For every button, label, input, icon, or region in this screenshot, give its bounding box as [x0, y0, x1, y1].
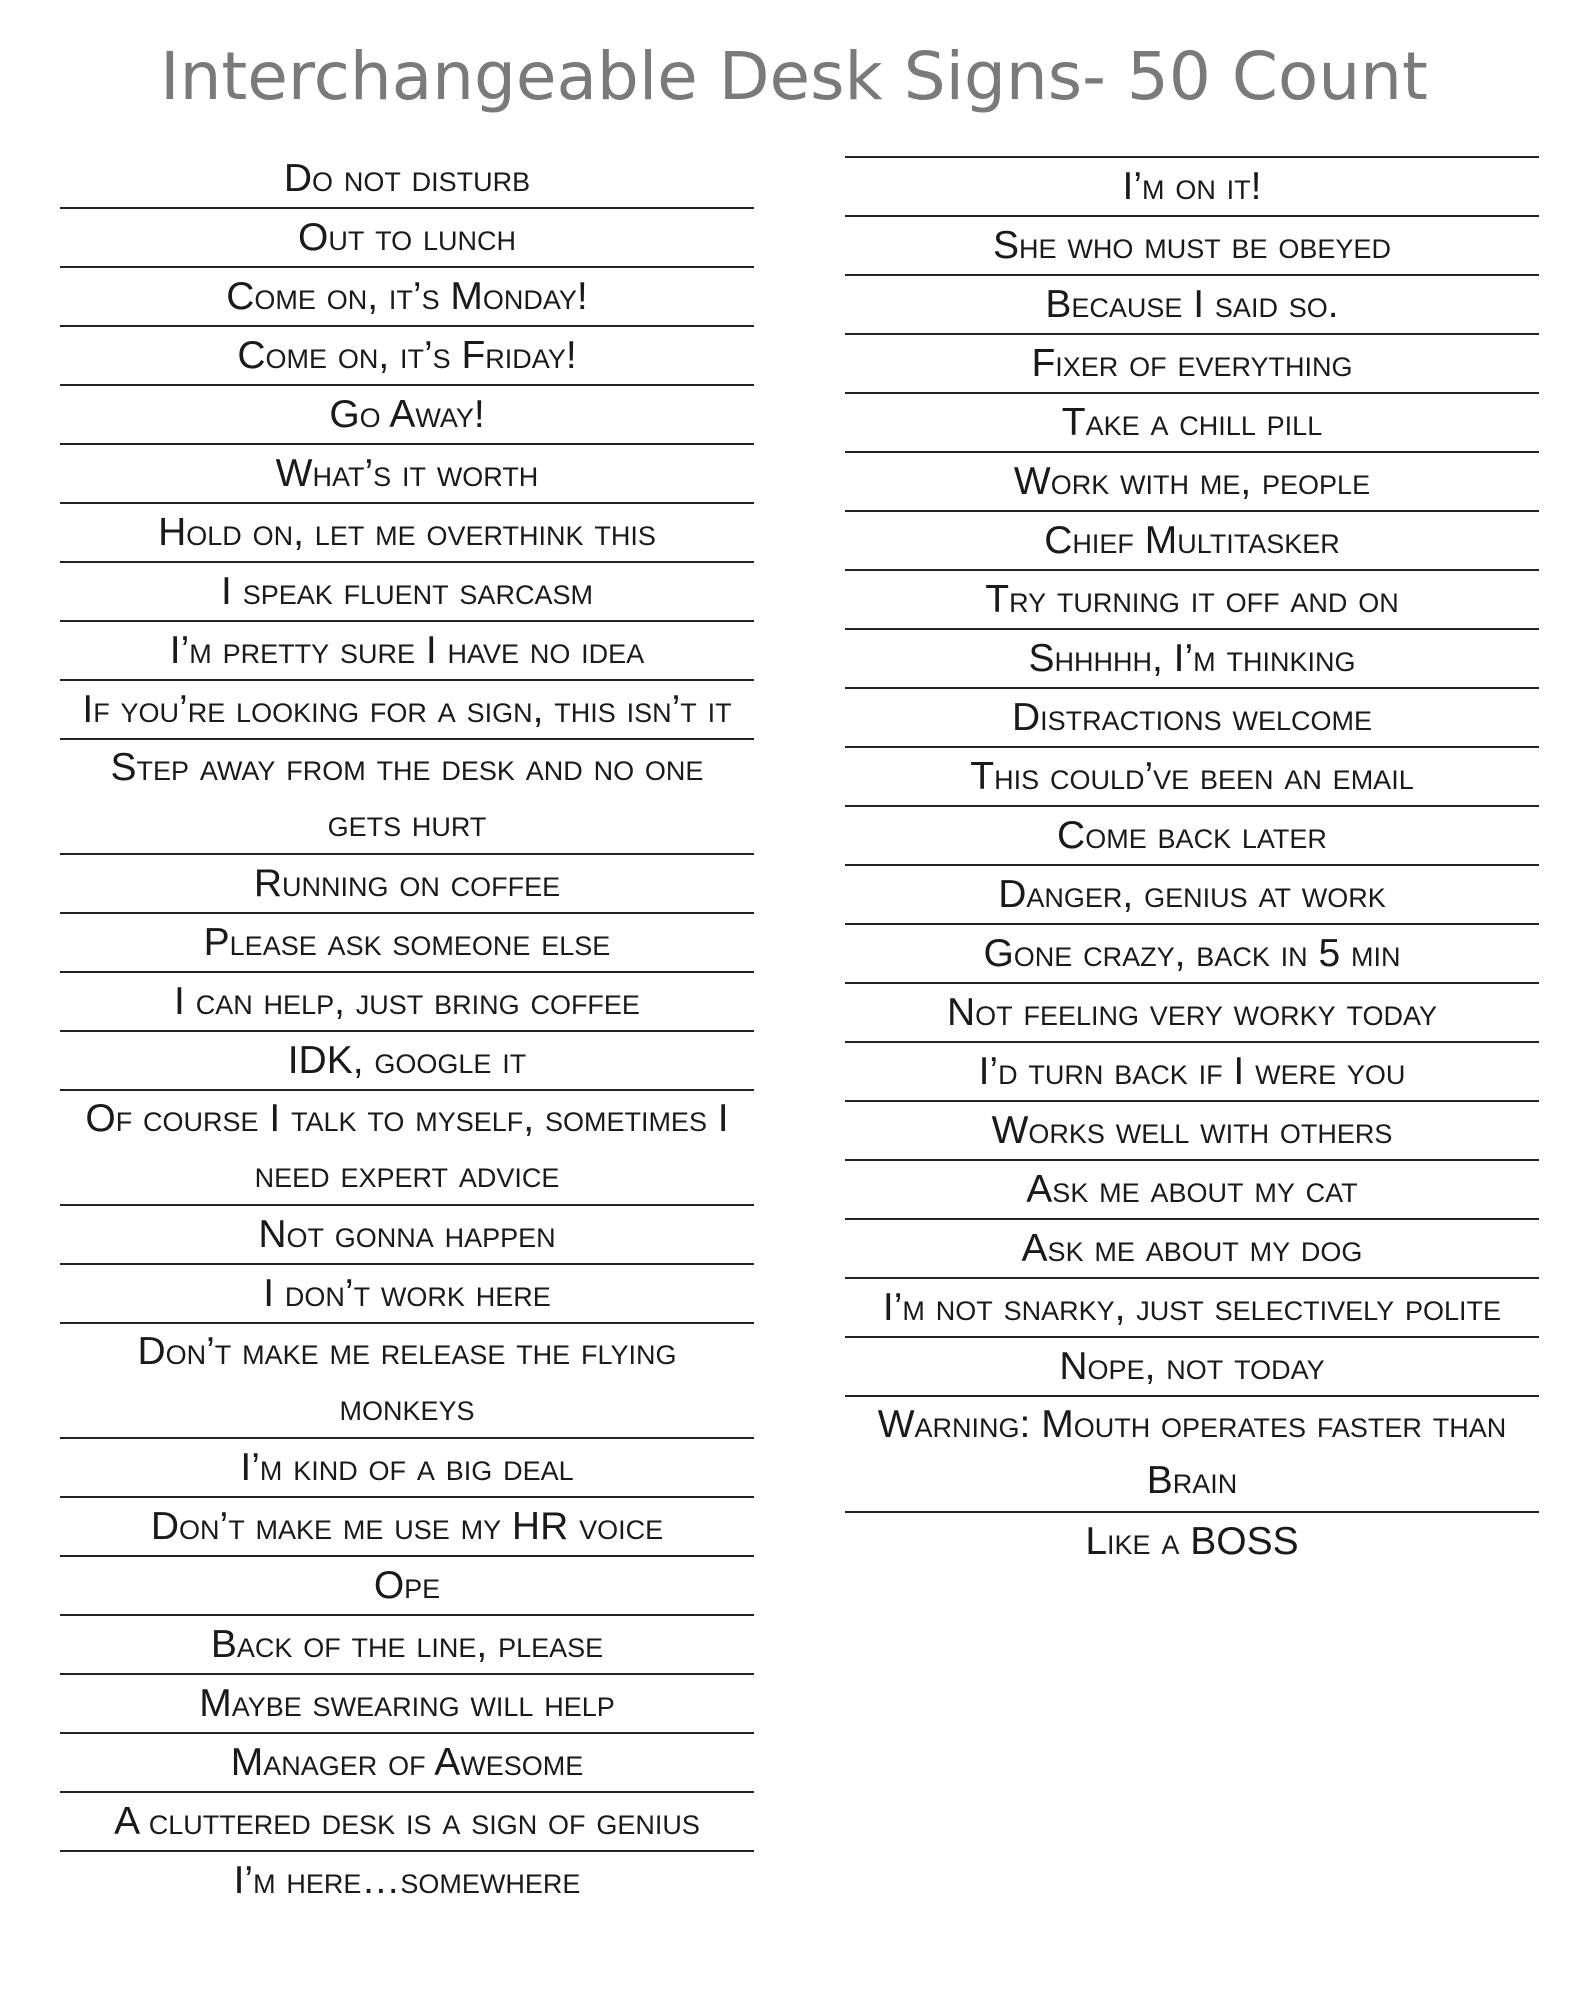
sign-item: I’m here…somewhere: [233, 1859, 581, 1902]
sign-item: Come on, it’s Monday!: [60, 268, 754, 327]
sign-item: Gone crazy, back in 5 min: [845, 925, 1539, 984]
sign-item: What’s it worth: [60, 445, 754, 504]
sign-item: If you’re looking for a sign, this isn’t it: [60, 681, 754, 740]
sign-item: Nope, not today: [845, 1338, 1539, 1397]
sign-item: Distractions welcome: [845, 689, 1539, 748]
sign-item: She who must be obeyed: [845, 217, 1539, 276]
sign-item: Fixer of everything: [845, 335, 1539, 394]
sign-item: I can help, just bring coffee: [60, 973, 754, 1032]
sign-item: Don’t make me use my HR voice: [60, 1498, 754, 1557]
sign-item: Work with me, people: [845, 453, 1539, 512]
sign-item: Out to lunch: [60, 209, 754, 268]
page-title: Interchangeable Desk Signs- 50 Count: [160, 38, 1428, 115]
sign-item: Manager of Awesome: [60, 1734, 754, 1793]
sign-item: Of course I talk to myself, sometimes I need expert advice: [60, 1091, 754, 1206]
sign-item: Running on coffee: [60, 855, 754, 914]
sign-item: I’m kind of a big deal: [60, 1439, 754, 1498]
sign-item: Come on, it’s Friday!: [60, 327, 754, 386]
sign-item: Maybe swearing will help: [60, 1675, 754, 1734]
sign-item: I don’t work here: [60, 1265, 754, 1324]
sign-item: Not gonna happen: [60, 1206, 754, 1265]
sign-item: IDK, google it: [60, 1032, 754, 1091]
sign-item: Step away from the desk and no one gets hurt: [60, 740, 754, 855]
sign-item: I’d turn back if I were you: [845, 1043, 1539, 1102]
sign-item: Please ask someone else: [60, 914, 754, 973]
sign-item: I’m on it!: [845, 158, 1539, 217]
left-sign-list: [60, 150, 754, 1909]
sign-item: Take a chill pill: [845, 394, 1539, 453]
sign-item: Go Away!: [60, 386, 754, 445]
sign-item: Ask me about my dog: [845, 1220, 1539, 1279]
sign-item: Come back later: [845, 807, 1539, 866]
sign-item: Because I said so.: [845, 276, 1539, 335]
sign-item: Chief Multitasker: [845, 512, 1539, 571]
sign-item: This could’ve been an email: [845, 748, 1539, 807]
sign-item: Back of the line, please: [60, 1616, 754, 1675]
sign-item: A cluttered desk is a sign of genius: [60, 1793, 754, 1852]
sign-item: Danger, genius at work: [845, 866, 1539, 925]
sign-item: Hold on, let me overthink this: [60, 504, 754, 563]
sign-item: I’m pretty sure I have no idea: [60, 622, 754, 681]
sign-item: I’m not snarky, just selectively polite: [845, 1279, 1539, 1338]
sign-item: Don’t make me release the flying monkeys: [60, 1324, 754, 1439]
sign-item: Warning: Mouth operates faster than Brain: [845, 1397, 1539, 1513]
sign-item: I speak fluent sarcasm: [60, 563, 754, 622]
sign-item: Do not disturb: [60, 150, 754, 209]
sign-item: Shhhhh, I’m thinking: [845, 630, 1539, 689]
sign-item: Ask me about my cat: [845, 1161, 1539, 1220]
sign-item: Like a BOSS: [1085, 1520, 1299, 1563]
sign-item: Not feeling very worky today: [845, 984, 1539, 1043]
sign-item: Try turning it off and on: [845, 571, 1539, 630]
right-sign-list: [845, 156, 1539, 1570]
sign-item: Ope: [60, 1557, 754, 1616]
sign-item: Works well with others: [845, 1102, 1539, 1161]
